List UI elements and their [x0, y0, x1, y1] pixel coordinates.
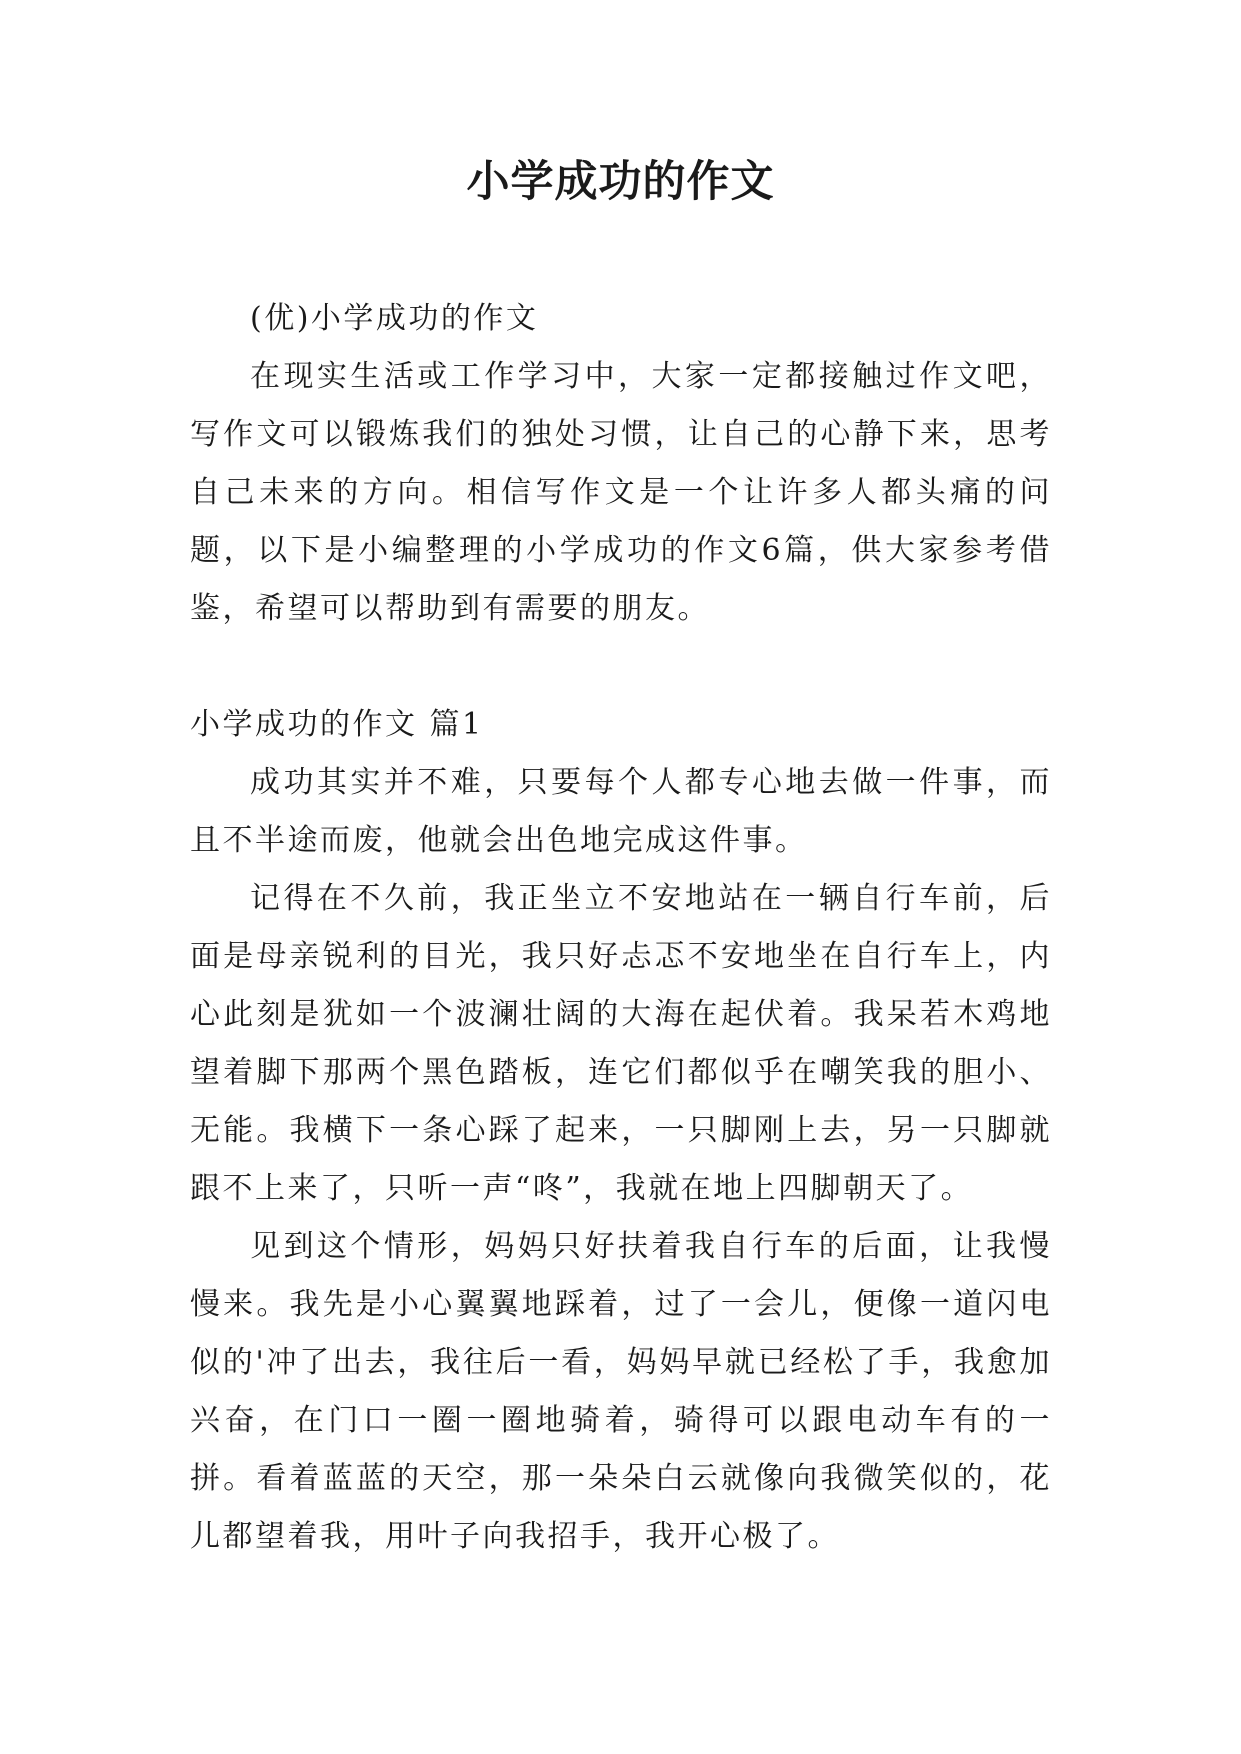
document-body: [190, 290, 1052, 1566]
section-heading: 小学成功的作文 篇1: [190, 707, 484, 742]
intro-subtitle: (优)小学成功的作文: [250, 301, 539, 336]
body-paragraph: 记得在不久前，我正坐立不安地站在一辆自行车前，后面是母亲锐利的目光，我只好忐忑不安地坐在自行车上，内心此刻是犹如一个波澜壮阔的大海在起伏着。我呆若木鸡地望着脚下那两个黑色踏板，连它们都似乎在嘲笑我的胆小、无能。我横下一条心踩了起来，一只脚刚上去，另一只脚就跟不上来了，只听一声“咚”，我就在地上四脚朝天了。: [190, 881, 1052, 1206]
body-paragraph: 见到这个情形，妈妈只好扶着我自行车的后面，让我慢慢来。我先是小心翼翼地踩着，过了一会儿，便像一道闪电似的'冲了出去，我往后一看，妈妈早就已经松了手，我愈加兴奋，在门口一圈一圈地骑着，骑得可以跟电动车有的一拼。看着蓝蓝的天空，那一朵朵白云就像向我微笑似的，花儿都望着我，用叶子向我招手，我开心极了。: [190, 1229, 1052, 1554]
intro-paragraph: 在现实生活或工作学习中，大家一定都接触过作文吧，写作文可以锻炼我们的独处习惯，让自己的心静下来，思考自己未来的方向。相信写作文是一个让许多人都头痛的问题，以下是小编整理的小学成功的作文6篇，供大家参考借鉴，希望可以帮助到有需要的朋友。: [190, 359, 1052, 626]
section-spacer: [190, 638, 1052, 696]
document-title: 小学成功的作文: [466, 157, 775, 207]
body-paragraph: 成功其实并不难，只要每个人都专心地去做一件事，而且不半途而废，他就会出色地完成这件事。: [190, 765, 1052, 858]
